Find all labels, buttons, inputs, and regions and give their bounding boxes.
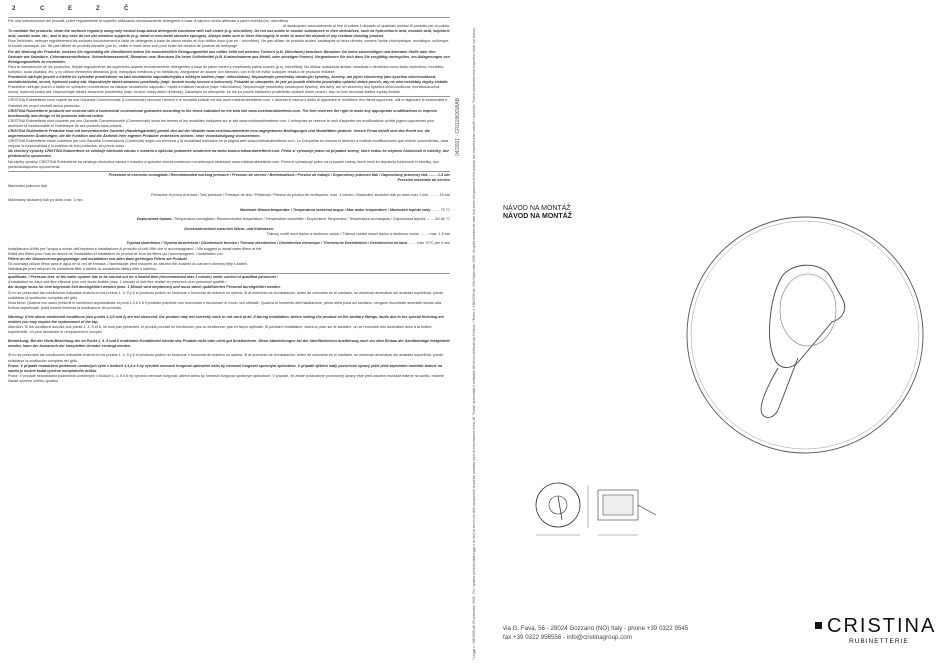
mixer-lever-handle bbox=[761, 358, 798, 417]
vertical-date: 04/2021 · CRI1186X9AAB bbox=[455, 97, 461, 156]
warning-de: der Anlage muss für eine begrenzte Zeit durchgeführt werden (max. 1 Minute wird empfohlen) und muss durch qualifiziertes Personal durchgeführt werden. bbox=[8, 285, 281, 290]
recommended-temp: Doporučená teplota / Temperatura consigliata / Recommended temperature / Température conseillée / Empfohlene Temperatur / Temperatura aconsejada / Odporúčaná teplota ........ 50-60 °C bbox=[136, 217, 450, 222]
warning-it1: qualificato. / Pressure test: of the water system has to be carried out for a limited time (recommended max 1 minute) under control of qualified personnel / bbox=[8, 275, 278, 280]
lang-label: C bbox=[40, 6, 45, 12]
maintenance-section bbox=[8, 19, 450, 95]
filters-5: Nainštalujte pred vstupom do zariadenia filter a taktiež do zariadenia všetky filtre s batériou. bbox=[8, 267, 158, 272]
warning-es2: Si no se presentan las condiciones indicadas encima en los puntos 1, 4, 5 y 6 el producto podría no funcionar o funcionar de manera no óptima. Si al momento de la instalación, antes de colocarse en el sanitario, se observan anomalías del acabado superficial, puede solicitarse la sustitución completa del grifo. bbox=[8, 353, 444, 363]
dimension-drawing bbox=[528, 470, 668, 570]
mixer-illustration bbox=[680, 210, 930, 460]
pressure-max-label: Pression maximale de service bbox=[397, 178, 450, 183]
warning-sk: Pozor: V prípade nedodržania podmienok uvedených v bodoch 1, 4, 5 a 6 by výrobok nemusel fungovať ošetne alebo by nemusel fungovať správnym spôsobom. V prípade, že zistíte poškodenie povrchovej úpravy ešte pred začatím montáže batérie na sanitu, môžete žiadať výmenu celého výrobku. bbox=[8, 373, 444, 383]
title-line-2: NÁVOD NA MONTÁŽ bbox=[503, 213, 572, 220]
filters-3: Filtern an der Wasserversorgungsanlage und Installation von allen dazu gehörigen Filtern am Produkt. bbox=[8, 256, 188, 261]
warning-es: Si no se presentan las condiciones indicadas encima en los puntos 1, 4, 5 y 6 el producto podría no funcionar o funcionar de manera no óptima. Si al momento de la instalación, antes de colocarse en el sanitario, se observan anomalías del acabado superficial, puede solicitarse la sustitución completa del grifo. bbox=[8, 290, 444, 300]
filters-2: Etabli des filtres pour l'eau en amont de l'installation et installation du produit de tous les filtres qui l'accompagnent. / Installation von bbox=[8, 251, 223, 256]
lang-label: Č bbox=[124, 6, 129, 12]
maintenance-cz: Pravidelné udržujte povrch a čištěte ho vyhradně prostředkem na bázi neutrálního saponátu/mýdla a měkkým hadrem (např. mikrovlákno). Nepoužívejte prostředky obsahující kyseliny, žíraviny, ani jejich sloučeniny jako kyselina chlorovodíková, muriatická/solná, sírová, hydroxid sodný atd. Nepoužívejte taktéž abrazivní prostředky (např. brusné houby kovové a nekovové). Pokaždé se ubezpečte, že jste po použití čisticího prostředku opláchli dobře povrch, aby na něm nezůstaly zbytky čistidla. bbox=[8, 75, 449, 85]
maintenance-it2: di risciacquare accuratamente al fine di evitare il deposito di qualsiasi residuo di prodotto per la pulizia. bbox=[282, 24, 450, 29]
test-pressure: Pressione di prova di tenuta / Test pressure / Pression de test / Prüfdruck / Presión de prueba de verificación, max. 1 minuto / Maximální zkušební tlak po dobu max 1 min. ........ 16 bar bbox=[151, 192, 450, 197]
warning-de2: Bemerkung: Bei der Nicht-Beachtung der im Punkt 1, 4, 5 und 6 erwähnten Konditionen könnte das Produkt nicht oder nicht gut funktionieren. Wenn Abweichungen bei der überflächlichen Ausführung noch vor dem Einbau der Sanitäranlage festgestellt werden, kann der Austausch der kompletten Armatur verlangt werden. bbox=[8, 339, 450, 349]
lang-label: E bbox=[68, 6, 73, 12]
instructions-column bbox=[8, 6, 450, 661]
pressure-diff: Tlakový rozdíl mezi teplou a studenou vodou / Tlakový rozdiel medzi teplou a studenou vodou ........ max. 1,5 bar bbox=[266, 231, 450, 236]
drawing-box bbox=[603, 495, 633, 515]
pressure-diff-label: Druckunterschied zwischen Warm- und Kaltwasser bbox=[184, 226, 274, 231]
maintenance-sk: Pravidelne udržujte povrch a čistite ho výhradne prostriedkom na základe neutrálneho saponátu / mydla a mäkkou handrou (napr. mikrovlákno). Nepoužívajte prostriedky obsahujúce kyseliny, žieraviny, ani ich zlúčeniny ako kyselina chlorovodíková, muriatická/soľná, sírová, hydroxid sodný atď. Nepoužívajte taktiež abrazívne prostriedky (napr. brúsne hubky alebo drôtenky). Zakaždým sa ubezpečte, že ste po použití čistiaceho prostriedku opláchli dobre povrch, aby na ňom nezostali žiadne zvyšky čistidla. bbox=[8, 85, 441, 95]
vertical-notice: * Legge n. 166/2009 del 25 settembre 2009 - Per i quanto previsto dalla legge e ai rinvii ai sensi che detti componenti di questo prodotto sono di importazione extra UE. Testati, assemblati e collaudati all'interno dell'azienda Cristina. / *Rules n. 166/2009 dd. 25th September 2009 - As quite seeded we state that some components of this product are imported from extra EU countries. Tested, assembled and inspected inside our factory. bbox=[472, 27, 476, 660]
warning-en: Warning: If the above mentioned conditions (see points 1,4,5 and 6) are not observed, the product may not correctly work or not work at all. If during installation, before setting the product on the sanitary fittings, faults due to the special finishing are evident you may require the replacement of the tap. bbox=[8, 314, 444, 324]
pressure-head: Pressione di esercizio consigliata / Recommended working pressure / Pression de service / Betriebsdruck / Presión de trabajo / Doporučený pracovní tlak / Odporúčaný pracovný tlak ........ 1-5 bar bbox=[108, 172, 450, 177]
logo-name: CRISTINA bbox=[827, 615, 937, 637]
mixer-cartridge-cap bbox=[780, 274, 836, 346]
maintenance-de: Für die Wartung der Produkte, müssen Sie regelmäßig die Oberflächen indem Sie ausschließlich Reinigungsmittel aus milder Seife mit weichen Tüchern (z.B. Mikrofaser) benutzen. Benutzen Sie keine säurehaltigen und ätzenden Stoffe oder ihre Derivate wie Salzsäure, Chlorwasserstoffsäure, Schwefelwasserstoff, Ätznatron usw. Benutzen Sie keine Schleifmittel (z.B. Kratzschwamm aus Metall- oder sonstigen Fasern). Vergewissern Sie sich dass Sie sorgfältig nachspülen, um Ablagerungen von Reinigungsmitteln zu vermeiden. bbox=[8, 49, 450, 64]
divider bbox=[8, 96, 450, 97]
lang-label: Z bbox=[96, 6, 100, 12]
specs-section bbox=[8, 173, 450, 273]
logo-square-icon bbox=[815, 622, 822, 629]
title-line-1: NÁVOD NA MONTÁŽ bbox=[503, 205, 571, 212]
contact-fax-email: fax +39 0322 956556 - info@cristinagroup.com bbox=[503, 634, 632, 641]
maintenance-it: Per una manutenzione dei prodotti, pulire regolarmente le superfici utilizzando esclusivamente detergente a base di sapone neutro abbinato a panni morbidi (es. microfibra). bbox=[8, 19, 290, 23]
warranty-sk: Na všetky výrobky CRISTINA Rubinetterie sa vzťahuje obchodná záruka v rozsahu a spôsobe znenia uvedenom na webových stránkach www.cristinarubinetterie.com. Firma si vyhradzuje právo na prípadné zmeny, ktoré vedú ku zlepšeniu funkčnosti či estetiky, bez predchádzajúceho upozornenia. bbox=[8, 159, 439, 169]
warranty-es: CRISTINA Rubinetterie están cubiertos por una Garantía Convencional (Comercial) según los términos y la modalidad indicados en la página web www.cristinarubinetterie.com. La Compañía se reserva el derecho a realizar modificaciones que estime convenientes, para mejorar la funcionalidad y la estética de sus productos, sin previo aviso. bbox=[8, 139, 449, 149]
divider bbox=[8, 273, 450, 274]
drawing-pipe bbox=[638, 505, 656, 515]
warning-note: Nota bene: Qualora non siano presenti le condizioni sopraindicate ai punti 1,4,5 e 6 il prodotto potrebbe non funzionare o funzionare in modo non ottimale. Qualora al momento dell'installazione, prima della posa sul sanitario, vengano riscontrate anomalie dovute alla finitura superficiale, potrà essere richiesta la sostituzione del prodotto. bbox=[8, 300, 442, 310]
warning-section bbox=[8, 275, 450, 384]
test-pressure-2: Maximálny skúšobný tlak po dobu max. 1 min. bbox=[8, 198, 84, 203]
warning-fr: Attention: Si les conditions susvisé aux points 1, 4, 5 et 6, ne sont pas présentes, le produit pourrait ne fonctionner pas ou fonctionner pas en façon optimale. Si pendant l'installation, avant la pose sur le sanitaire, on se rencontre des anomalies dues à la finition superficielle, on peut demander le remplacement complet. bbox=[8, 325, 432, 335]
drawing-plate bbox=[536, 483, 580, 527]
warranty-fr: CRISTINA Rubinetterie sont couverts par une Garantie Conventionnelle (Commerciale) selon les termes et les modalités indiquées sur le site www.cristinarubinetterie.com. L'entreprise se réserve le droit d'apporter les modifications qu'elle jugera opportunes pour améliorer la fonctionnalité et l'esthétique de ses produits sans préavis. bbox=[8, 118, 435, 128]
warranty-it: CRISTINA Rubinetterie sono coperti da una Garanzia Convenzionale (Commerciale) secondo i termini e le modalità indicati nel sito www.cristinarubinetterie.com. L'azienda si riserva il diritto di apportare le modifiche che riterrà opportune, utili a migliorare la funzionalità e l'estetica dei propri prodotti senza preavviso. bbox=[8, 98, 448, 108]
warranty-cz: Na všechny výrobky CRISTINA Rubinetterie se vztahuje obchodní záruka v rozsahu a způsobu podmínek uvedeném na webu www.cristinarubinetterie.com. Firma si vyhrazuje právo na případné změny, které vedou ke zlepšení funkčnosti či estetiky, bez předchozího upozornění. bbox=[8, 149, 449, 159]
filters-1: Installazione di filtri per l'acqua a monte dell'impianto e installazione di prodotto di tutti i filtri che lo accompagnano. / We suggest to install water filters at the bbox=[8, 246, 262, 251]
warning-cz: Pozor: V případě nedodržení podmínek uvedených výše v bodech 1,4,5 a 6 by výrobek nemusel fungovat optimálně nebo by nemusel fungovat správným způsobem. V případě zjištění vady povrchové úpravy ještě před započetím montáže baterie na sanitu je možné žádat výměnu kompletního artiklu. bbox=[8, 363, 443, 373]
warranty-section bbox=[8, 98, 450, 169]
drawing-plate-inner bbox=[549, 496, 567, 514]
warranty-de: CRISTINA Rubinetterie Produkte sind mit konventioneller Garantie (Handelsgarantie) gemäß den auf der Website www.cristinarubinetterie.com angegebenen Bedingungen und Modalitäten gedeckt. Unsere Firma behält sich das Recht vor, die angemessenen Änderungen, die die Funktion und die Ästhetik ihrer eigenen Produkte verbessern können, ohne Vorankündigung vorzunehmen. bbox=[8, 128, 430, 139]
warning-it2: d'installation en eaux doit être effectué pour une durée limitée (max. 1 minute) et doit être réalisé en présence d'un personnel qualifié / bbox=[8, 280, 227, 285]
contact-address: via G. Fava, 56 - 28024 Gozzano (NO) Italy - phone +39 0322 9545 bbox=[503, 625, 689, 632]
mixer-plate bbox=[687, 217, 923, 453]
mixer-plate-inner bbox=[691, 221, 919, 449]
warranty-en: CRISTINA Rubinetterie products are covered with a commercial conventional guarantee according to the terms indicated on the web site www.cristinarubinetterie.com. The firm reserves the right to make any appropriate modifications to improve functionality and design of its products without notice. bbox=[8, 108, 438, 118]
maintenance-en: To maintain the products, clean the surfaces regularly using only neutral soap-based detergents combined with soft cloths (e.g. microfibre). Do not use acidic or caustic substances or their derivatives, such as hydrochloric acid, muriatic acid, sulphuric acid, caustic soda, etc., and in any case do not use abrasive supports (e.g. metal or non-metal abrasive sponges). Always make sure to rinse thoroughly in order to avoid the deposit of any residual cleaning product. bbox=[8, 29, 450, 39]
contact-info bbox=[503, 624, 688, 642]
drawing-lever bbox=[558, 496, 562, 520]
maintenance-es: Para la manutención de los productos, limpiar regularmente las superficies usando exclusivamente detergentes a base de jabón neutro y empleando paños suaves (p.ej. microfibra). No utilizar sustancias ácidas, cáusticas o derivados como ácido clorhídrico, muriático, sulfúrico, soda cáustica, etc. y no utilizar elementos abrasivos (p.ej. estropajos metálicos y no metálicos). Asegurarse de aclarar con atención, con el fin de evitar cualquier residuo de producto restante. bbox=[8, 64, 445, 74]
lang-label: 2 bbox=[12, 6, 16, 12]
disinfection: Tepelná dezinfekce / Tepelná dezinfekcia / Disinfezione termica / Thermal disinfection / Désinfection thermique / Thermische Desinfektion / Desinfección térmica ........ max 70°C per 4 min bbox=[126, 241, 450, 246]
mixer-lever bbox=[770, 265, 845, 367]
filters-4: Se aconseja utilizar filtros para el agua en la red de entrada. / Nainstalujte před vstupem do zařízení filtr a taktéž do zařízení všechny filtry s baterií. bbox=[8, 262, 249, 267]
divider bbox=[8, 171, 450, 172]
maintenance-fr: Pour l'entretien, nettoyer régulièrement les surfaces exclusivement à l'aide de détergents à base de savon neutre et d'un chiffon doux (par ex. : microfibre). Ne pas utiliser de produits acides, caustiques ou leurs dérivés, comme l'acide chlorhydrique, muriatique, sulfurique, la soude caustique, etc. Ne pas utiliser de produits abrasifs (par ex. veiller à rincer avec soin pour éviter les résidus de produits de nettoyage. bbox=[8, 39, 450, 49]
divider bbox=[8, 17, 450, 18]
logo-subtitle: RUBINETTERIE bbox=[849, 638, 909, 645]
max-temp: Maximale Wassertemperatur / Temperatura massima acqua / Max water temperature / Maximální teplota vody ........ 70 °C bbox=[239, 207, 450, 212]
language-headers bbox=[12, 6, 450, 16]
max-pressure-label: Maximální pracovní tlak bbox=[8, 183, 47, 188]
